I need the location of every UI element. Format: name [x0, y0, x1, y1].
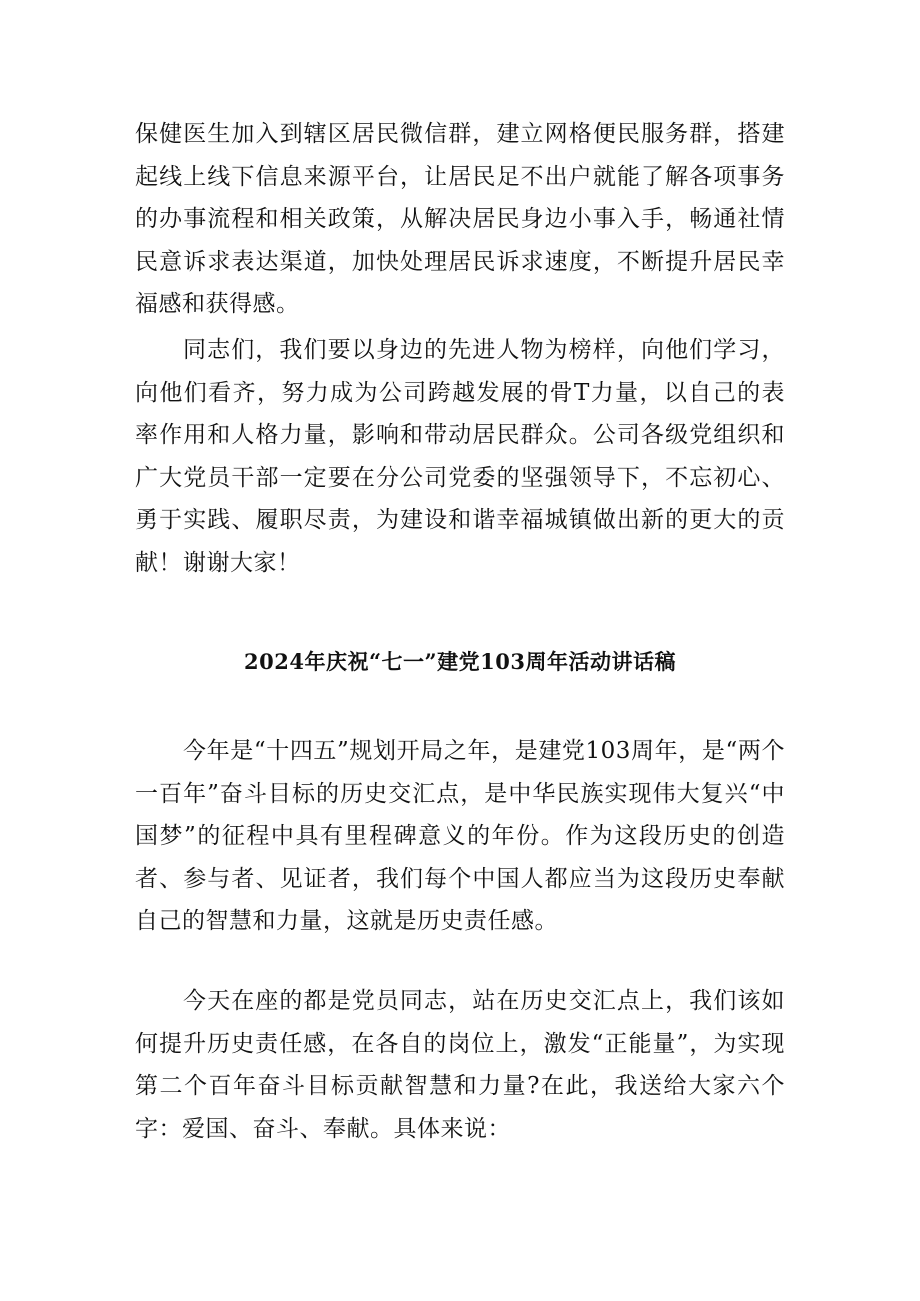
paragraph-thanks: 谢谢大家！ — [183, 550, 301, 576]
section-title: 2024年庆祝“七一”建党103周年活动讲话稿 — [244, 649, 676, 674]
paragraph-comrades: 同志们，我们要以身边的先进人物为榜样，向他们学习，向他们看齐，努力成为公司跨越发展的骨T力量，以自己的表率作用和人格力量，影响和带动居民群众。公司各级党组织和广大党员干部一定要在分公司党委的坚强领导下，不忘初心、勇于实践、履职尽责，为建设和谐幸福城镇做出新的更大的贡献！ — [135, 337, 785, 576]
paragraph-party-members: 今天在座的都是党员同志，站在历史交汇点上，我们该如何提升历史责任感，在各自的岗位上，激发“正能量”，为实现第二个百年奋斗目标贡献智慧和力量?在此，我送给大家六个字：爱国、奋斗、奉献。具体来说： — [135, 988, 785, 1142]
paragraph-historic-year: 今年是“十四五”规划开局之年，是建党103周年，是“两个一百年”奋斗目标的历史交汇点，是中华民族实现伟大复兴“中国梦”的征程中具有里程碑意义的年份。作为这段历史的创造者、参与者、见证者，我们每个中国人都应当为这段历史奉献自己的智慧和力量，这就是历史责任感。 — [135, 738, 785, 934]
paragraph-service-groups: 保健医生加入到辖区居民微信群，建立网格便民服务群，搭建起线上线下信息来源平台，让居民足不出户就能了解各项事务的办事流程和相关政策，从解决居民身边小事入手，畅通社情民意诉求表达渠道，加快处理居民诉求速度，不断提升居民幸福感和获得感。 — [135, 121, 785, 317]
